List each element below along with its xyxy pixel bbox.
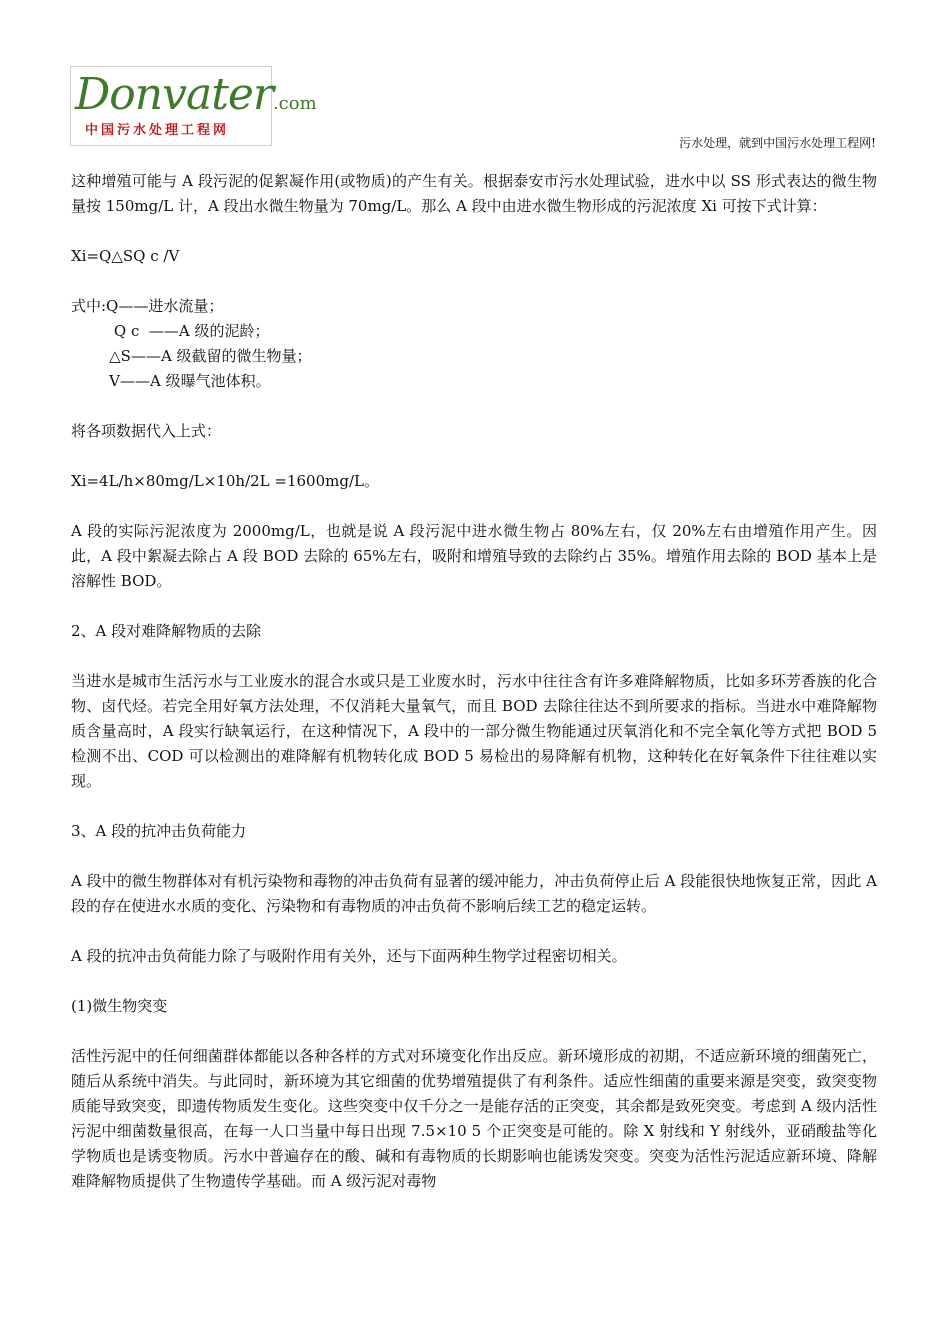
paragraph-refractory: 当进水是城市生活污水与工业废水的混合水或只是工业废水时，污水中往往含有许多难降解物质，比如多环芳香族的化合物、卤代烃。若完全用好氧方法处理，不仅消耗大量氧气，而且 BOD 去除往往达不到所要求的指标。当进水中难降解物质含量高时，A 段实行缺氧运行，在这种情况下，A 段中的一部分微生物能通过厌氧消化和不完全氧化等方式把 BOD 5 检测不出、COD 可以检测出的难降解有机物转化成 BOD 5 易检出的易降解有机物，这种转化在好氧条件下往往难以实现。 (71, 672, 877, 790)
section-heading-3: 3、A 段的抗冲击负荷能力 (71, 822, 247, 840)
header-tagline: 污水处理，就到中国污水处理工程网! (679, 136, 876, 150)
logo-wordmark (75, 69, 317, 130)
document-body (71, 169, 877, 1219)
definition-qc: Q c ——A 级的泥龄； (71, 322, 270, 340)
paragraph-shock-load: A 段中的微生物群体对有机污染物和毒物的冲击负荷有显著的缓冲能力，冲击负荷停止后 A 段能很快地恢复正常，因此 A 段的存在使进水水质的变化、污染物和有毒物质的冲击负荷不影响后续工艺的稳定运转。 (71, 872, 877, 915)
subsection-heading-1: (1)微生物突变 (71, 997, 168, 1015)
formula-result: Xi=4L/h×80mg/L×10h/2L =1600mg/L。 (71, 472, 379, 490)
paragraph-concentration: A 段的实际污泥浓度为 2000mg/L，也就是说 A 段污泥中进水微生物占 80%左右，仅 20%左右由增殖作用产生。因此，A 段中絮凝去除占 A 段 BOD 去除的 65%左右，吸附和增殖导致的去除约占 35%。增殖作用去除的 BOD 基本上是溶解性 BOD。 (71, 522, 877, 590)
logo-subtitle: 中国污水处理工程网 (85, 123, 230, 138)
logo-main: Donvater (75, 69, 273, 120)
logo-suffix: .com (272, 93, 317, 114)
paragraph-mutation: 活性污泥中的任何细菌群体都能以各种各样的方式对环境变化作出反应。新环境形成的初期，不适应新环境的细菌死亡，随后从系统中消失。与此同时，新环境为其它细菌的优势增殖提供了有利条件。适应性细菌的重要来源是突变，致突变物质能导致突变，即遗传物质发生变化。这些突变中仅千分之一是能存活的正突变，其余都是致死突变。考虑到 A 级内活性污泥中细菌数量很高，在每一人口当量中每日出现 7.5×10 5 个正突变是可能的。除 X 射线和 Y 射线外，亚硝酸盐等化学物质也是诱变物质。污水中普遍存在的酸、碱和有毒物质的长期影响也能诱发突变。突变为活性污泥适应新环境、降解难降解物质提供了生物遗传学基础。而 A 级污泥对毒物 (71, 1047, 877, 1190)
substitute-line: 将各项数据代入上式： (71, 422, 222, 440)
section-heading-2: 2、A 段对难降解物质的去除 (71, 622, 262, 640)
site-logo[interactable] (70, 66, 317, 146)
definition-delta-s: △S——A 级截留的微生物量； (71, 347, 312, 365)
formula-xi: Xi=Q△SQ c /V (71, 247, 180, 265)
definition-q: 式中:Q——进水流量； (71, 297, 224, 315)
paragraph-shock-load-2: A 段的抗冲击负荷能力除了与吸附作用有关外，还与下面两种生物学过程密切相关。 (71, 947, 627, 965)
definition-v: V——A 级曝气池体积。 (71, 372, 271, 390)
paragraph-growth: 这种增殖可能与 A 段污泥的促絮凝作用(或物质)的产生有关。根据泰安市污水处理试验，进水中以 SS 形式表达的微生物量按 150mg/L 计，A 段出水微生物量为 70mg/L。那么 A 段中由进水微生物形成的污泥浓度 Xi 可按下式计算： (71, 172, 877, 215)
